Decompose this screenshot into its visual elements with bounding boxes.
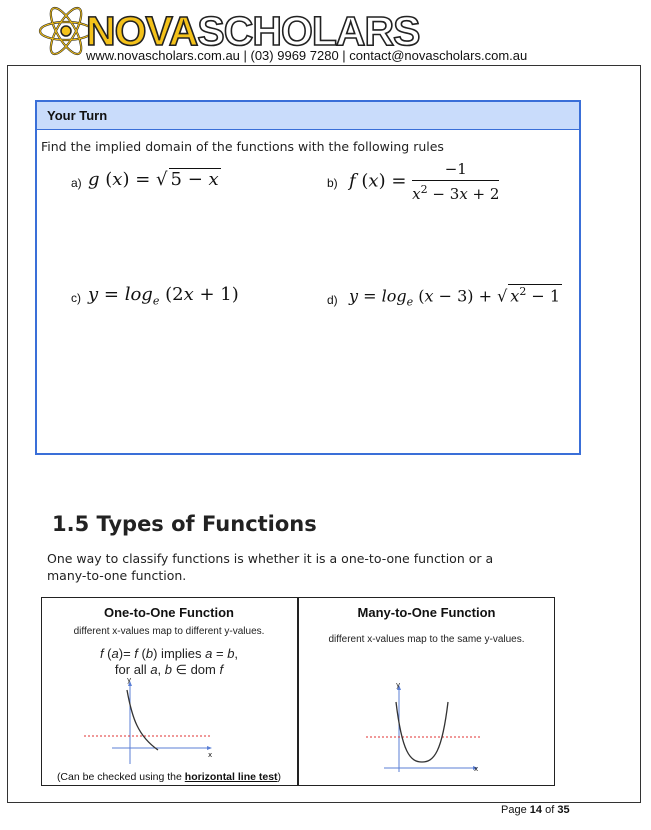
one-to-one-definition: f (a)= f (b) implies a = b, for all a, b ∈ dom f <box>99 646 239 677</box>
horizontal-line-test-link[interactable]: horizontal line test <box>184 771 278 783</box>
question-b-label: b) <box>327 176 338 190</box>
many-to-one-title: Many-to-One Function <box>357 605 496 620</box>
one-to-one-graph <box>82 678 217 768</box>
question-c-label: c) <box>71 291 81 305</box>
one-to-one-description: different x-values map to different y-values. <box>73 626 265 637</box>
question-a-formula: g (x) = √ 5 − x <box>88 169 219 190</box>
page-total: 35 <box>557 804 570 816</box>
svg-text:x: x <box>208 751 213 759</box>
your-turn-header <box>37 102 579 130</box>
page-word: Page <box>501 804 527 816</box>
contact-line: www.novascholars.com.au | (03) 9969 7280 | contact@novascholars.com.au <box>86 48 528 63</box>
question-d-label: d) <box>327 293 338 307</box>
page-number <box>501 804 570 816</box>
note-prefix: (Can be checked using the <box>56 771 185 783</box>
svg-text:x: x <box>474 765 479 773</box>
page-current: 14 <box>529 804 543 816</box>
note-suffix: ) <box>277 771 282 783</box>
section-title: 1.5 Types of Functions <box>52 512 317 536</box>
brand-scholars: SCHOLARS <box>197 8 420 54</box>
section-intro: One way to classify functions is whether it is a one-to-one function or a many-to-one function. <box>47 551 494 583</box>
your-turn-instruction: Find the implied domain of the functions with the following rules <box>41 139 444 154</box>
one-to-one-title: One-to-One Function <box>104 605 234 620</box>
table-divider <box>297 597 299 786</box>
question-a-label: a) <box>71 176 82 190</box>
horizontal-line-test-note <box>41 771 297 783</box>
brand-nova: NOVA <box>86 8 198 54</box>
many-to-one-description: different x-values map to the same y-values. <box>328 634 525 645</box>
svg-text:y: y <box>396 682 401 689</box>
question-b-formula: f (x) = $\frac{-1}{x^2 - 3x + 2}$ <box>349 160 500 203</box>
question-c-formula: $y = \log_e (2x + 1)$ <box>88 284 239 308</box>
your-turn-title: Your Turn <box>47 108 108 123</box>
page-of: of <box>545 804 555 816</box>
svg-text:y: y <box>127 678 132 684</box>
many-to-one-graph <box>362 682 487 774</box>
question-d-formula: $y = \log_e (x - 3)$ + √ $x^2 - 1$ <box>349 285 561 309</box>
